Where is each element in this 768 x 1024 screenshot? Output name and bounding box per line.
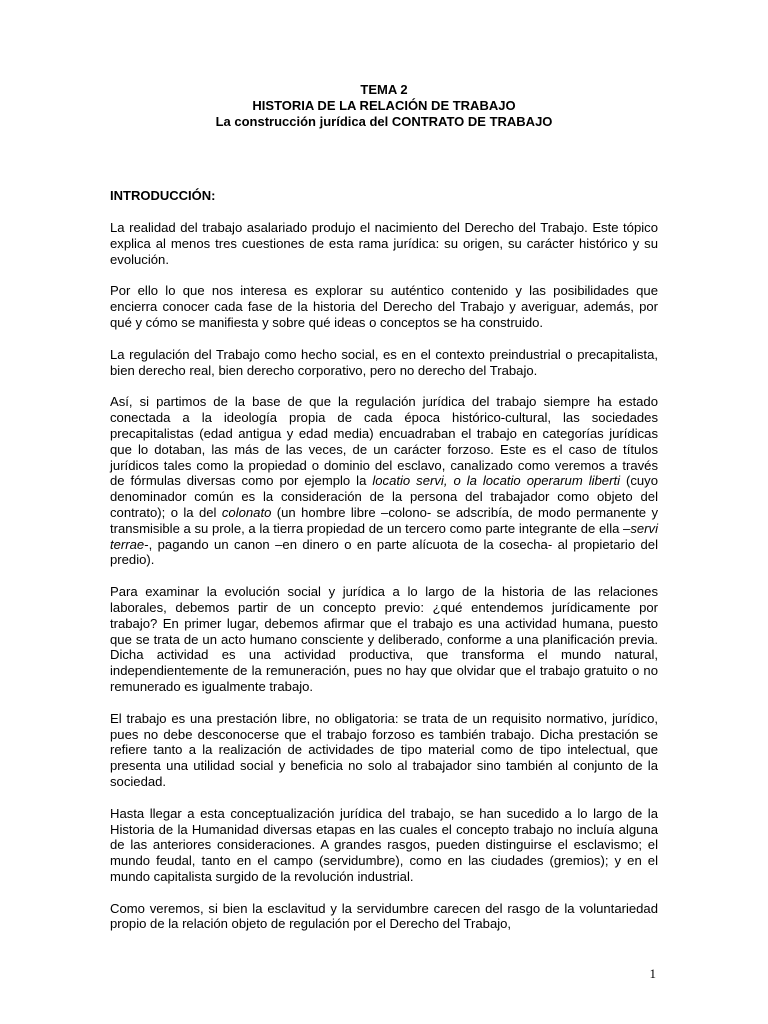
page-number: 1 [649, 966, 656, 981]
paragraph-8: Como veremos, si bien la esclavitud y la servidumbre carecen del rasgo de la voluntariedad propio de la relación objeto de regulación por el Derecho del Trabajo, [110, 900, 658, 932]
paragraph-3: La regulación del Trabajo como hecho social, es en el contexto preindustrial o precapitalista, bien derecho real, bien derecho corporativo, pero no derecho del Trabajo. [110, 346, 658, 378]
paragraph-1: La realidad del trabajo asalariado produjo el nacimiento del Derecho del Trabajo. Este tópico explica al menos tres cuestiones de esta rama jurídica: su origen, su carácter histórico y su evolución. [110, 220, 658, 267]
paragraph-6: El trabajo es una prestación libre, no obligatoria: se trata de un requisito normativo, jurídico, pues no debe desconocerse que el trabajo forzoso es también trabajo. Dicha prestación se refiere tanto a la realización de actividades de tipo material como de tipo intelectual, que presenta una utilidad social y beneficia no solo al trabajador sino también al conjunto de la sociedad. [110, 710, 658, 789]
title-line-theme: TEMA 2 [360, 82, 408, 97]
paragraph-7: Hasta llegar a esta conceptualización jurídica del trabajo, se han sucedido a lo largo de la Historia de la Humanidad diversas etapas en las cuales el concepto trabajo no incluía alguna de las anteriores consideraciones. A grandes rasgos, pueden distinguirse el esclavismo; el mundo feudal, tanto en el campo (servidumbre), como en las ciudades (gremios); y en el mundo capitalista surgido de la revolución industrial. [110, 805, 658, 884]
paragraph-4-part-b: (cuyo denominador común es la consideración de la persona del trabajador como objeto del contrato); o la del [110, 473, 658, 520]
paragraph-4-italic-locatio: locatio servi, o la locatio operarum liberti [372, 473, 620, 489]
title-line-history: HISTORIA DE LA RELACIÓN DE TRABAJO [252, 98, 516, 113]
paragraph-4-part-d: -, pagando un canon –en dinero o en parte alícuota de la cosecha- al propietario del predio). [110, 536, 658, 568]
paragraph-4-part-c: (un hombre libre –colono- se adscribía, de modo permanente y transmisible a su prole, a la tierra propiedad de un tercero como parte integrante de ella – [110, 504, 658, 536]
document-title [110, 82, 658, 130]
paragraph-4-part-a: Así, si partimos de la base de que la regulación jurídica del trabajo siempre ha estado conectada a la ideología propia de cada época histórico-cultural, las sociedades precapitalistas (edad antigua y edad media) encuadraban el trabajo en categorías jurídicas que lo dotaban, las más de las veces, de un carácter forzoso. Este es el caso de títulos jurídicos tales como la propiedad o dominio del esclavo, canalizado como veremos a través de fórmulas diversas como por ejemplo la [110, 394, 658, 489]
paragraph-4-italic-colonato: colonato [221, 504, 272, 520]
paragraph-4 [110, 394, 658, 568]
title-line-subtitle: La construcción jurídica del CONTRATO DE TRABAJO [215, 114, 553, 129]
section-heading: INTRODUCCIÓN: [110, 188, 216, 203]
paragraph-5: Para examinar la evolución social y jurídica a lo largo de la historia de las relaciones laborales, debemos partir de un concepto previo: ¿qué entendemos jurídicamente por trabajo? En primer lugar, debemos afirmar que el trabajo es una actividad humana, puesto que se trata de un acto humano consciente y deliberado, conforme a una planificación previa. Dicha actividad es una actividad productiva, que transforma el mundo natural, independientemente de la remuneración, pues no hay que olvidar que el trabajo gratuito o no remunerado es igualmente trabajo. [110, 584, 658, 694]
paragraph-2: Por ello lo que nos interesa es explorar su auténtico contenido y las posibilidades que encierra conocer cada fase de la historia del Derecho del Trabajo y averiguar, además, por qué y cómo se manifiesta y sobre qué ideas o conceptos se ha construido. [110, 283, 658, 330]
paragraph-4-italic-servi-terrae: servi terrae [110, 520, 658, 552]
